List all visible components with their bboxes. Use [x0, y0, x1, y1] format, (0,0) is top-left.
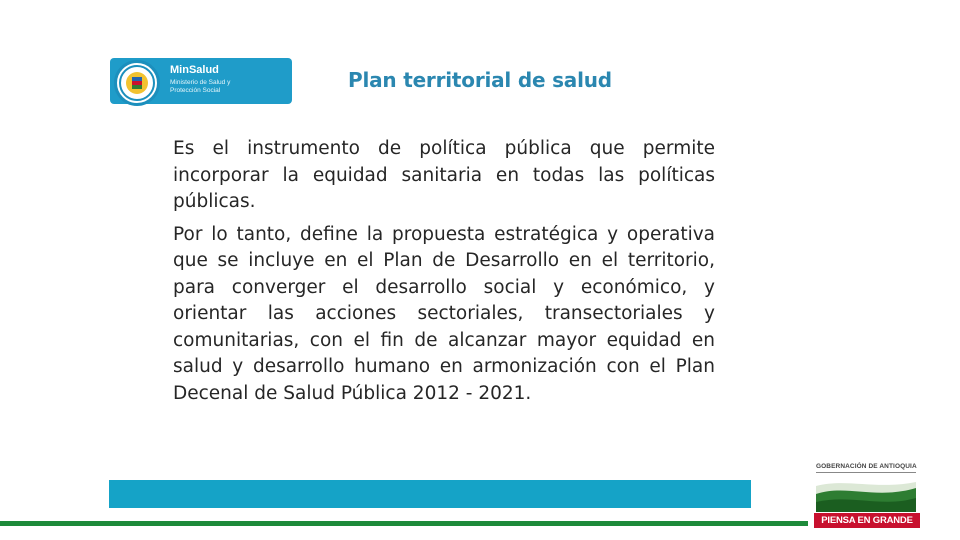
page-title: Plan territorial de salud: [348, 68, 612, 92]
paragraph: Por lo tanto, define la propuesta estratégica y operativa que se incluye en el Plan de Desarrollo en el territorio, para converger el desarrollo social y económico, y orientar las acciones sectoriales, transectoriales y comunitarias, con el fin de alcanzar mayor equidad en salud y desarrollo humano en armonización con el Plan Decenal de Salud Pública 2012 - 2021.: [173, 223, 715, 404]
footer-bar: [109, 480, 751, 508]
colombia-coat-of-arms-icon: [114, 60, 160, 106]
slogan-badge: PIENSA EN GRANDE: [814, 513, 920, 528]
gobernacion-label: GOBERNACIÓN DE ANTIOQUIA: [816, 463, 917, 470]
body-text: [173, 136, 715, 407]
paragraph: Es el instrumento de política pública que permite incorporar la equidad sanitaria en todas las políticas públicas.: [173, 138, 715, 212]
antioquia-flag-icon: [816, 476, 916, 512]
divider: [816, 472, 916, 473]
ministry-brand: MinSalud: [170, 64, 219, 76]
footer-green-line: [0, 521, 808, 526]
ministry-subtitle: Ministerio de Salud y Protección Social: [170, 79, 231, 94]
